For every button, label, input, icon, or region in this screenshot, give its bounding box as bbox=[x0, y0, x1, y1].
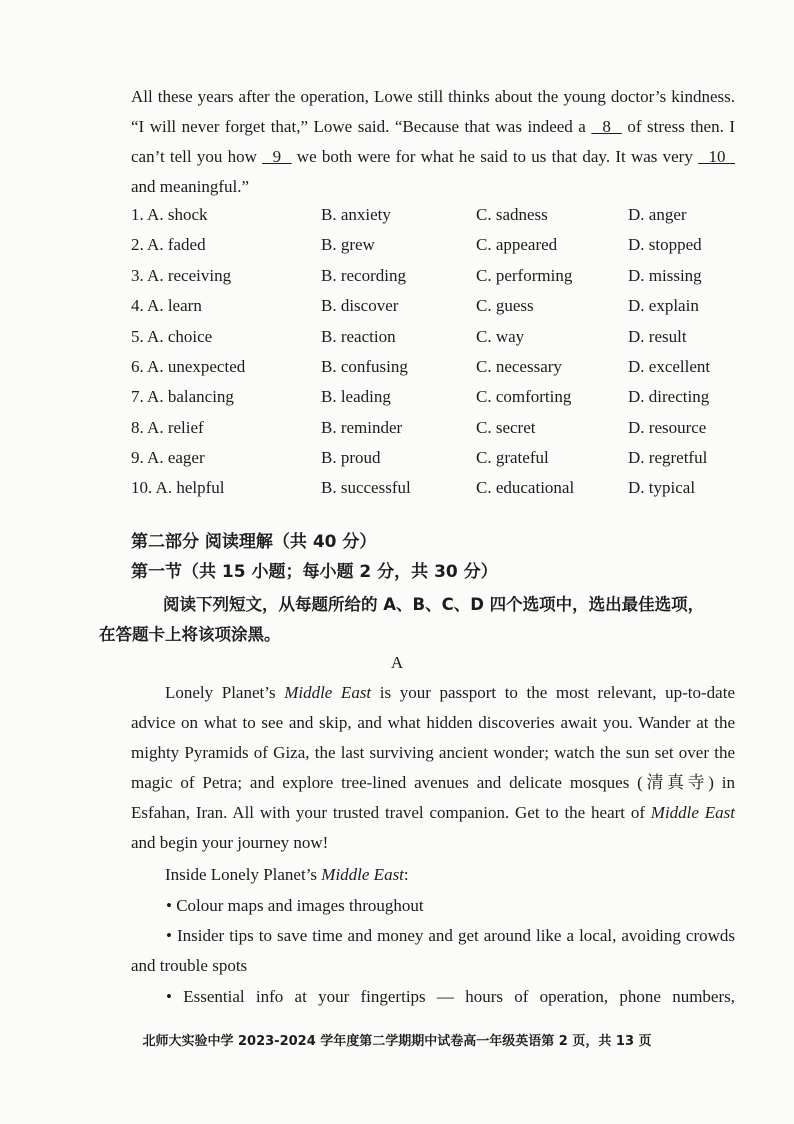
section-one-title: 第一节（共 15 小题；每小题 2 分，共 30 分） bbox=[131, 562, 498, 582]
option-b: B. discover bbox=[321, 296, 399, 315]
option-c: C. appeared bbox=[476, 235, 558, 254]
option-b: B. recording bbox=[321, 266, 406, 285]
option-d: D. stopped bbox=[628, 235, 702, 254]
blank-8: 8 bbox=[591, 117, 622, 136]
option-d: D. directing bbox=[628, 387, 710, 406]
option-b: B. leading bbox=[321, 387, 391, 406]
option-c: C. necessary bbox=[476, 357, 562, 376]
page-footer: 北师大实验中学 2023-2024 学年度第二学期期中试卷高一年级英语第 2 页，共 13 页 bbox=[142, 1034, 652, 1049]
option-a: 5. A. choice bbox=[131, 327, 213, 346]
inside-heading: Inside Lonely Planet’s Middle East: bbox=[165, 865, 409, 884]
option-c: C. guess bbox=[476, 296, 534, 315]
option-c: C. secret bbox=[476, 418, 536, 437]
option-d: D. typical bbox=[628, 478, 696, 497]
option-c: C. educational bbox=[476, 478, 575, 497]
option-d: D. regretful bbox=[628, 448, 708, 467]
option-b: B. grew bbox=[321, 235, 375, 254]
passage-label: A bbox=[390, 653, 404, 672]
option-c: C. comforting bbox=[476, 387, 572, 406]
option-a: 4. A. learn bbox=[131, 296, 202, 315]
option-b: B. anxiety bbox=[321, 205, 391, 224]
option-a: 7. A. balancing bbox=[131, 387, 234, 406]
option-b: B. confusing bbox=[321, 357, 408, 376]
cloze-passage-ending: All these years after the operation, Lowe still thinks about the young doctor’s kindness. “I will never forget that,” Lowe said. “Because that was indeed a 8 of stress then. I can’t tell you how 9 we both were for what he said to us that day. It was very 10 and meaningful.” bbox=[131, 87, 736, 196]
option-a: 2. A. faded bbox=[131, 235, 206, 254]
bullet-item: • Insider tips to save time and money and get around like a local, avoiding crowds and trouble spots bbox=[131, 926, 735, 975]
option-d: D. anger bbox=[628, 205, 687, 224]
passage-a-paragraph: Lonely Planet’s Middle East is your passport to the most relevant, up-to-date advice on what to see and skip, and what hidden discoveries await you. Wander at the mighty Pyramids of Giza, the last surviving ancient wonder; watch the sun set over the magic of Petra; and explore tree-lined avenues and delicate mosques (清真寺) in Esfahan, Iran. All with your trusted travel companion. Get to the heart of Middle East and begin your journey now! bbox=[131, 683, 736, 852]
option-a: 8. A. relief bbox=[131, 418, 204, 437]
option-d: D. resource bbox=[628, 418, 707, 437]
option-a: 10. A. helpful bbox=[131, 478, 225, 497]
option-d: D. explain bbox=[628, 296, 699, 315]
blank-9: 9 bbox=[262, 147, 292, 166]
option-b: B. reminder bbox=[321, 418, 403, 437]
option-a: 6. A. unexpected bbox=[131, 357, 246, 376]
option-b: B. proud bbox=[321, 448, 381, 467]
option-c: C. performing bbox=[476, 266, 573, 285]
option-c: C. grateful bbox=[476, 448, 549, 467]
option-a: 9. A. eager bbox=[131, 448, 205, 467]
option-d: D. result bbox=[628, 327, 687, 346]
option-a: 3. A. receiving bbox=[131, 266, 232, 285]
option-c: C. sadness bbox=[476, 205, 548, 224]
option-b: B. reaction bbox=[321, 327, 396, 346]
option-d: D. missing bbox=[628, 266, 702, 285]
option-a: 1. A. shock bbox=[131, 205, 208, 224]
option-c: C. way bbox=[476, 327, 525, 346]
part-two-title: 第二部分 阅读理解（共 40 分） bbox=[131, 532, 377, 552]
blank-10: 10 bbox=[698, 147, 736, 166]
reading-instructions: 阅读下列短文，从每题所给的 A、B、C、D 四个选项中，选出最佳选项， 在答题卡上将该项涂黑。 bbox=[99, 595, 705, 644]
option-b: B. successful bbox=[321, 478, 411, 497]
bullet-item: • Colour maps and images throughout bbox=[166, 896, 424, 915]
option-d: D. excellent bbox=[628, 357, 711, 376]
bullet-item: • Essential info at your fingertips — hours of operation, phone numbers, bbox=[166, 987, 736, 1006]
